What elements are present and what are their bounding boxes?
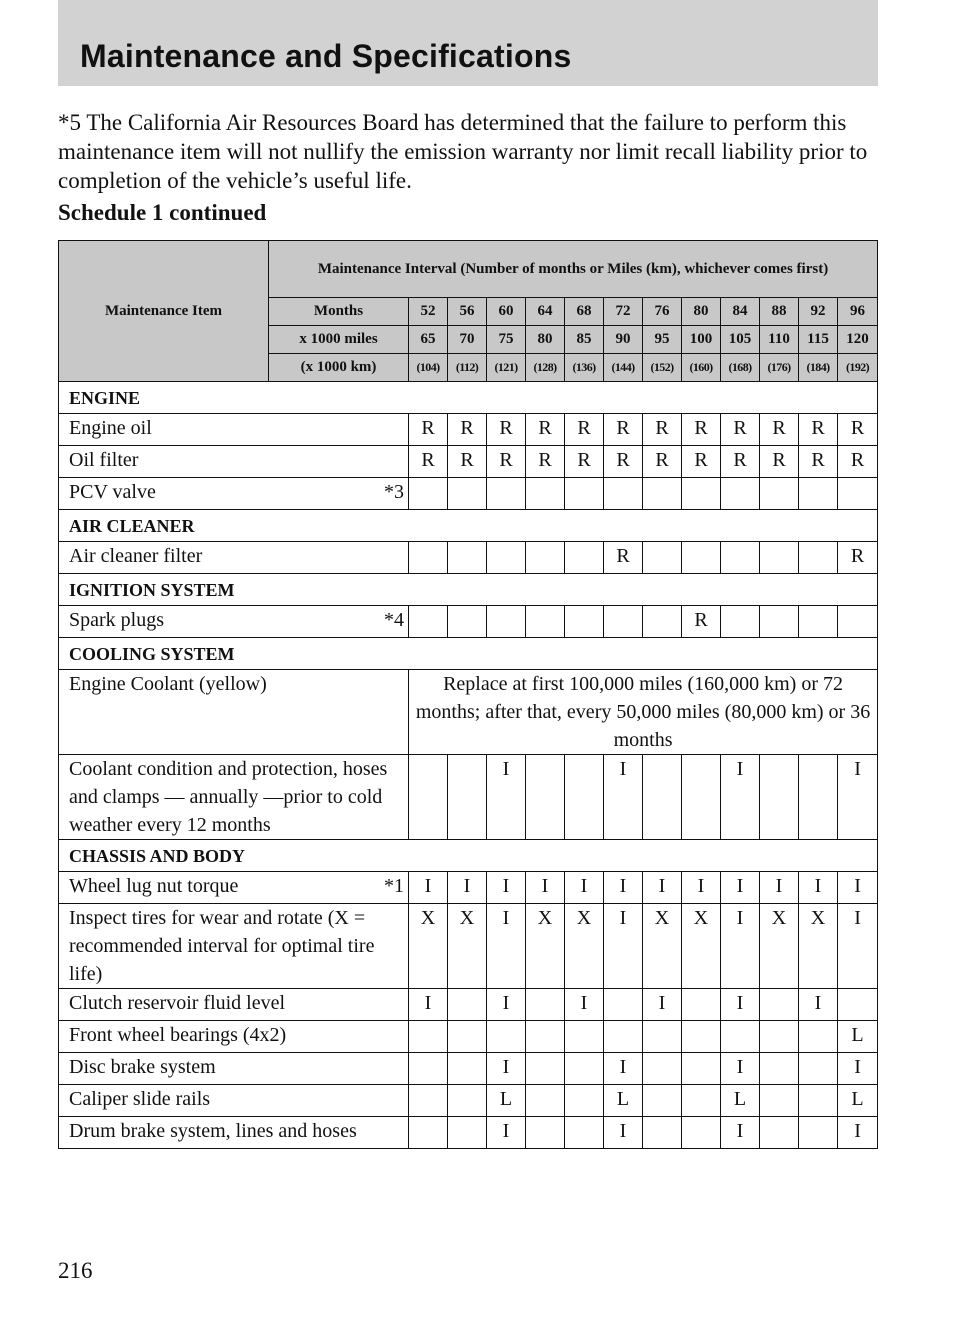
miles-value: 80 [526, 326, 565, 354]
schedule-cell: X [799, 904, 838, 989]
km-value: (152) [643, 354, 682, 382]
item-name: Engine oil [69, 417, 152, 439]
schedule-cell: R [760, 414, 799, 446]
months-value: 92 [799, 298, 838, 326]
item-name-cell [59, 606, 409, 638]
schedule-cell: I [721, 1117, 760, 1149]
schedule-cell: R [838, 414, 878, 446]
schedule-cell [760, 542, 799, 574]
schedule-cell [643, 478, 682, 510]
schedule-cell [721, 542, 760, 574]
schedule-cell [565, 755, 604, 840]
schedule-cell: I [838, 1117, 878, 1149]
schedule-cell: R [682, 606, 721, 638]
schedule-cell: R [448, 446, 487, 478]
schedule-cell: R [604, 446, 643, 478]
schedule-cell [643, 1085, 682, 1117]
schedule-cell: R [838, 446, 878, 478]
schedule-cell [682, 1021, 721, 1053]
schedule-cell [526, 1053, 565, 1085]
schedule-cell: R [526, 414, 565, 446]
schedule-cell [448, 478, 487, 510]
item-name-cell [59, 414, 409, 446]
schedule-cell: R [760, 446, 799, 478]
schedule-cell: I [565, 989, 604, 1021]
schedule-cell [565, 1085, 604, 1117]
schedule-cell: R [409, 414, 448, 446]
schedule-cell: I [409, 872, 448, 904]
schedule-cell: R [799, 414, 838, 446]
miles-value: 75 [487, 326, 526, 354]
schedule-cell [799, 542, 838, 574]
schedule-cell [409, 606, 448, 638]
schedule-cell: R [448, 414, 487, 446]
schedule-cell: X [409, 904, 448, 989]
months-value: 56 [448, 298, 487, 326]
miles-value: 65 [409, 326, 448, 354]
schedule-cell [799, 755, 838, 840]
schedule-cell: I [838, 872, 878, 904]
schedule-cell: I [604, 1053, 643, 1085]
schedule-cell: I [604, 904, 643, 989]
months-value: 76 [643, 298, 682, 326]
schedule-cell [682, 1117, 721, 1149]
schedule-cell [448, 1085, 487, 1117]
item-name-cell [59, 670, 409, 755]
schedule-cell: L [487, 1085, 526, 1117]
schedule-cell [760, 606, 799, 638]
schedule-cell: R [604, 414, 643, 446]
interval-note: Replace at first 100,000 miles (160,000 km) or 72 months; after that, every 50,000 miles (80,000 km) or 36 months [409, 670, 878, 755]
table-row [59, 670, 878, 755]
months-value: 64 [526, 298, 565, 326]
schedule-cell: X [682, 904, 721, 989]
item-name: Inspect tires for wear and rotate (X = recommended interval for optimal tire life) [69, 907, 375, 985]
schedule-cell: I [838, 904, 878, 989]
schedule-cell: R [682, 446, 721, 478]
section-row [59, 574, 878, 606]
schedule-cell: I [721, 989, 760, 1021]
schedule-cell: I [643, 989, 682, 1021]
schedule-cell: R [838, 542, 878, 574]
schedule-cell [565, 606, 604, 638]
footnote-ref: *3 [384, 481, 404, 503]
schedule-cell [487, 542, 526, 574]
miles-value: 120 [838, 326, 878, 354]
item-name-cell [59, 872, 409, 904]
footnote-text: *5 The California Air Resources Board has determined that the failure to perform this maintenance item will not nullify the emission warranty nor limit recall liability prior to completion of the vehicle’s useful life. [58, 110, 868, 193]
schedule-cell [604, 606, 643, 638]
km-value: (192) [838, 354, 878, 382]
schedule-cell [565, 1053, 604, 1085]
months-value: 96 [838, 298, 878, 326]
miles-value: 90 [604, 326, 643, 354]
schedule-cell [643, 606, 682, 638]
schedule-cell: I [838, 1053, 878, 1085]
schedule-cell [643, 542, 682, 574]
schedule-cell [526, 1117, 565, 1149]
months-value: 88 [760, 298, 799, 326]
page-number: 216 [58, 1258, 93, 1283]
months-value: 84 [721, 298, 760, 326]
schedule-cell: I [565, 872, 604, 904]
section-row [59, 510, 878, 542]
schedule-cell: L [721, 1085, 760, 1117]
table-row [59, 755, 878, 840]
item-name-cell [59, 989, 409, 1021]
schedule-cell [448, 606, 487, 638]
table-row [59, 478, 878, 510]
schedule-cell: R [721, 446, 760, 478]
schedule-cell [604, 478, 643, 510]
schedule-cell [721, 1021, 760, 1053]
km-value: (136) [565, 354, 604, 382]
schedule-cell: X [526, 904, 565, 989]
schedule-cell [565, 478, 604, 510]
section-row [59, 840, 878, 872]
months-value: 80 [682, 298, 721, 326]
section-label: IGNITION SYSTEM [59, 574, 878, 606]
schedule-cell: I [838, 755, 878, 840]
schedule-cell [799, 1117, 838, 1149]
schedule-cell [526, 542, 565, 574]
schedule-cell: R [604, 542, 643, 574]
km-label: (x 1000 km) [269, 354, 409, 382]
item-name: PCV valve [69, 481, 156, 503]
schedule-cell: X [760, 904, 799, 989]
schedule-cell [838, 606, 878, 638]
km-value: (128) [526, 354, 565, 382]
item-name: Wheel lug nut torque [69, 875, 239, 897]
table-row [59, 1117, 878, 1149]
months-value: 68 [565, 298, 604, 326]
schedule-cell [448, 1021, 487, 1053]
schedule-cell [565, 1021, 604, 1053]
schedule-cell: R [799, 446, 838, 478]
schedule-cell: L [838, 1021, 878, 1053]
schedule-cell [487, 478, 526, 510]
schedule-cell [409, 1117, 448, 1149]
table-row [59, 542, 878, 574]
schedule-cell: I [721, 904, 760, 989]
schedule-cell [487, 606, 526, 638]
schedule-cell: I [721, 1053, 760, 1085]
months-value: 60 [487, 298, 526, 326]
schedule-cell [526, 478, 565, 510]
km-value: (121) [487, 354, 526, 382]
miles-value: 105 [721, 326, 760, 354]
item-name: Front wheel bearings (4x2) [69, 1024, 287, 1046]
miles-value: 95 [643, 326, 682, 354]
schedule-cell [838, 478, 878, 510]
schedule-cell: X [565, 904, 604, 989]
schedule-cell: L [604, 1085, 643, 1117]
item-column-header: Maintenance Item [59, 241, 269, 382]
schedule-cell [643, 1053, 682, 1085]
schedule-cell [799, 606, 838, 638]
months-value: 72 [604, 298, 643, 326]
footnote-ref: *1 [384, 875, 404, 897]
km-value: (160) [682, 354, 721, 382]
maintenance-schedule-table [58, 240, 878, 1149]
schedule-cell [799, 1053, 838, 1085]
schedule-cell: X [643, 904, 682, 989]
schedule-cell [604, 989, 643, 1021]
schedule-cell [448, 542, 487, 574]
schedule-cell: I [448, 872, 487, 904]
schedule-cell [799, 1021, 838, 1053]
table-row [59, 606, 878, 638]
item-name: Air cleaner filter [69, 545, 203, 567]
schedule-cell: I [799, 989, 838, 1021]
months-value: 52 [409, 298, 448, 326]
schedule-cell [526, 1021, 565, 1053]
schedule-cell [682, 542, 721, 574]
schedule-cell [760, 1085, 799, 1117]
schedule-cell: I [682, 872, 721, 904]
item-name-cell [59, 478, 409, 510]
item-name-cell [59, 446, 409, 478]
table-row [59, 1085, 878, 1117]
item-name: Caliper slide rails [69, 1088, 211, 1110]
schedule-cell [799, 478, 838, 510]
footnote-ref: *4 [384, 609, 404, 631]
schedule-cell: R [565, 414, 604, 446]
km-value: (144) [604, 354, 643, 382]
km-value: (184) [799, 354, 838, 382]
schedule-cell: I [721, 755, 760, 840]
schedule-cell [760, 1053, 799, 1085]
schedule-cell: I [487, 755, 526, 840]
schedule-cell: R [487, 446, 526, 478]
table-row [59, 414, 878, 446]
miles-value: 85 [565, 326, 604, 354]
schedule-cell [526, 989, 565, 1021]
item-name-cell [59, 755, 409, 840]
table-row [59, 1021, 878, 1053]
schedule-cell [760, 989, 799, 1021]
interval-header: Maintenance Interval (Number of months or Miles (km), whichever comes first) [269, 241, 878, 298]
schedule-cell [682, 989, 721, 1021]
km-value: (176) [760, 354, 799, 382]
table-row [59, 446, 878, 478]
schedule-cell: I [604, 872, 643, 904]
km-value: (104) [409, 354, 448, 382]
miles-value: 110 [760, 326, 799, 354]
schedule-cell: X [448, 904, 487, 989]
item-name-cell [59, 1117, 409, 1149]
schedule-cell [409, 1085, 448, 1117]
table-row [59, 904, 878, 989]
schedule-cell [604, 1021, 643, 1053]
item-name-cell [59, 1021, 409, 1053]
schedule-cell: R [721, 414, 760, 446]
schedule-cell [682, 755, 721, 840]
km-value: (168) [721, 354, 760, 382]
schedule-cell [838, 989, 878, 1021]
schedule-cell: R [682, 414, 721, 446]
schedule-cell [760, 1117, 799, 1149]
schedule-cell [760, 1021, 799, 1053]
schedule-cell [799, 1085, 838, 1117]
schedule-cell: R [526, 446, 565, 478]
schedule-cell: R [487, 414, 526, 446]
miles-value: 115 [799, 326, 838, 354]
schedule-cell [448, 989, 487, 1021]
item-name: Engine Coolant (yellow) [69, 673, 267, 695]
schedule-cell [760, 755, 799, 840]
item-name: Drum brake system, lines and hoses [69, 1120, 357, 1142]
miles-value: 100 [682, 326, 721, 354]
schedule-cell [409, 478, 448, 510]
schedule-cell [409, 542, 448, 574]
table-row [59, 1053, 878, 1085]
schedule-cell: I [487, 989, 526, 1021]
item-name-cell [59, 542, 409, 574]
schedule-cell: R [643, 414, 682, 446]
schedule-cell [643, 1021, 682, 1053]
schedule-cell [721, 478, 760, 510]
item-name: Oil filter [69, 449, 139, 471]
table-row [59, 872, 878, 904]
schedule-cell: R [565, 446, 604, 478]
section-row [59, 638, 878, 670]
schedule-cell [526, 606, 565, 638]
schedule-cell [487, 1021, 526, 1053]
item-name-cell [59, 1085, 409, 1117]
section-label: CHASSIS AND BODY [59, 840, 878, 872]
section-label: ENGINE [59, 382, 878, 414]
item-name: Disc brake system [69, 1056, 216, 1078]
schedule-cell: I [526, 872, 565, 904]
schedule-cell [760, 478, 799, 510]
months-label: Months [269, 298, 409, 326]
schedule-cell: I [760, 872, 799, 904]
schedule-cell [682, 1053, 721, 1085]
schedule-cell [448, 1053, 487, 1085]
schedule-cell [682, 1085, 721, 1117]
schedule-cell: I [643, 872, 682, 904]
table-row [59, 989, 878, 1021]
item-name-cell [59, 904, 409, 989]
page-title: Maintenance and Specifications [80, 38, 572, 74]
schedule-cell [409, 1053, 448, 1085]
section-label: AIR CLEANER [59, 510, 878, 542]
schedule-cell: I [487, 1117, 526, 1149]
schedule-cell [448, 755, 487, 840]
schedule-cell: I [799, 872, 838, 904]
schedule-cell: I [604, 755, 643, 840]
schedule-cell [409, 755, 448, 840]
section-row [59, 382, 878, 414]
schedule-cell [565, 1117, 604, 1149]
schedule-cell: I [487, 904, 526, 989]
item-name: Coolant condition and protection, hoses and clamps — annually —prior to cold weather every 12 months [69, 758, 388, 836]
schedule-cell: R [409, 446, 448, 478]
schedule-body [59, 382, 878, 1149]
schedule-cell [721, 606, 760, 638]
schedule-cell [565, 542, 604, 574]
miles-value: 70 [448, 326, 487, 354]
schedule-cell: I [487, 1053, 526, 1085]
schedule-cell: R [643, 446, 682, 478]
schedule-cell [409, 1021, 448, 1053]
schedule-cell: I [487, 872, 526, 904]
item-name: Clutch reservoir fluid level [69, 992, 286, 1014]
schedule-cell: I [409, 989, 448, 1021]
schedule-title: Schedule 1 continued [58, 200, 267, 225]
schedule-cell: I [721, 872, 760, 904]
schedule-cell: L [838, 1085, 878, 1117]
schedule-cell [682, 478, 721, 510]
schedule-cell [643, 1117, 682, 1149]
item-name-cell [59, 1053, 409, 1085]
miles-label: x 1000 miles [269, 326, 409, 354]
item-name: Spark plugs [69, 609, 164, 631]
km-value: (112) [448, 354, 487, 382]
section-label: COOLING SYSTEM [59, 638, 878, 670]
schedule-cell [448, 1117, 487, 1149]
schedule-cell [526, 755, 565, 840]
schedule-cell [643, 755, 682, 840]
schedule-cell [526, 1085, 565, 1117]
schedule-cell: I [604, 1117, 643, 1149]
